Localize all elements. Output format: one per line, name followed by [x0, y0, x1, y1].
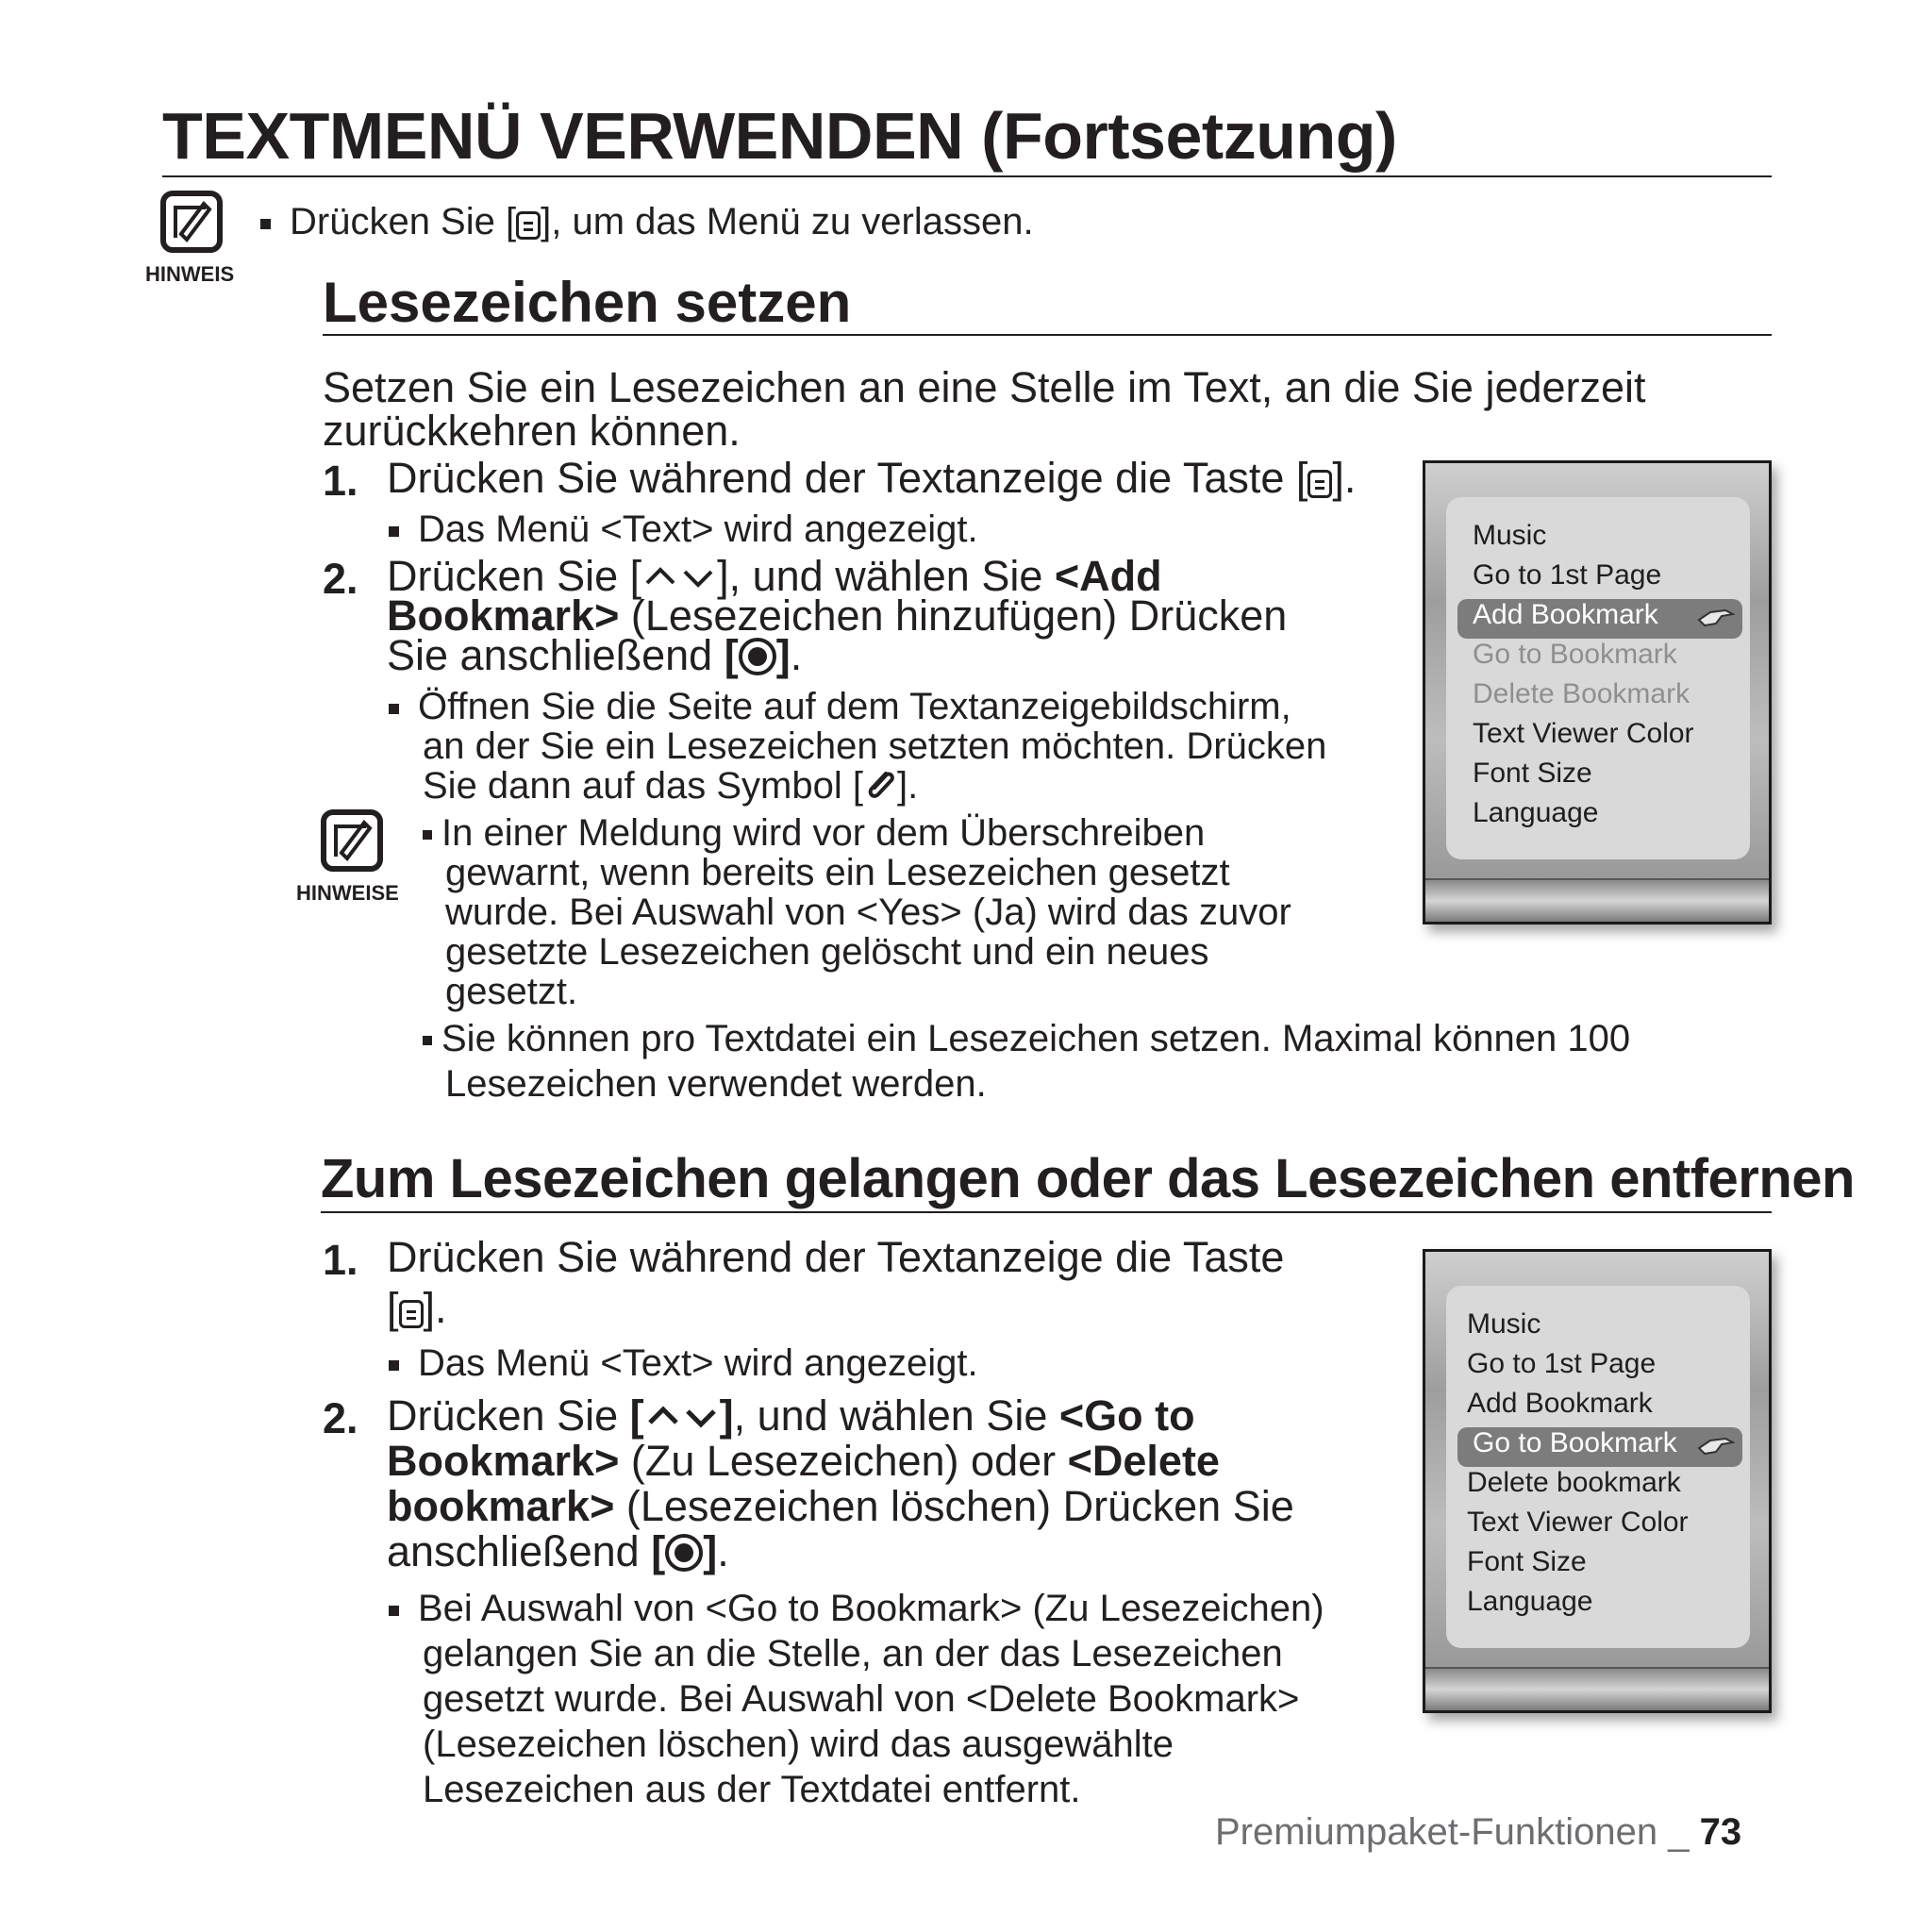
page-title: TEXTMENÜ VERWENDEN (Fortsetzung): [162, 99, 1397, 173]
note-text: wurde. Bei Auswahl von <Yes> (Ja) wird das zuvor: [445, 891, 1291, 933]
bookmark-clip-icon: [863, 768, 897, 804]
step-sub-text: (Lesezeichen löschen) wird das ausgewählte: [423, 1724, 1174, 1765]
menu-key-icon: [399, 1300, 424, 1328]
hand-pointer-icon: [1697, 605, 1735, 629]
intro-line-1: Setzen Sie ein Lesezeichen an eine Stelle im Text, an die Sie jederzeit: [323, 363, 1646, 411]
menu-item: Delete Bookmark: [1473, 678, 1690, 709]
menu-item: Font Size: [1467, 1546, 1587, 1577]
note-text: Sie können pro Textdatei ein Lesezeichen setzen. Maximal können 100: [423, 1019, 1630, 1058]
page-number: 73: [1699, 1811, 1742, 1853]
step-text-line-2: Bookmark> (Lesezeichen hinzufügen) Drücken: [387, 591, 1288, 640]
menu-item: Language: [1473, 797, 1599, 828]
step-sub-text: gesetzt wurde. Bei Auswahl von <Delete Bookmark>: [423, 1678, 1300, 1720]
menu-key-icon: [1307, 470, 1332, 498]
step-text-line-1: Drücken Sie [ ], und wählen Sie <Go to: [387, 1391, 1195, 1440]
note-label: HINWEIS: [145, 262, 235, 286]
menu-panel: [1446, 1286, 1750, 1648]
top-note-text: Drücken Sie [ ], um das Menü zu verlassen.: [260, 200, 1034, 243]
step-sub-text: Bei Auswahl von <Go to Bookmark> (Zu Lesezeichen): [389, 1589, 1324, 1628]
step-sub-text: Öffnen Sie die Seite auf dem Textanzeigebildschirm,: [389, 687, 1291, 726]
step-number: 1.: [323, 457, 358, 505]
menu-item: Music: [1473, 520, 1547, 551]
menu-panel: [1446, 497, 1750, 859]
up-down-key-icon: [641, 562, 717, 594]
step-sub-text: Das Menü <Text> wird angezeigt.: [389, 1343, 978, 1383]
note-icon: [160, 191, 223, 258]
intro-line-2: zurückkehren können.: [323, 407, 741, 455]
note-text: In einer Meldung wird vor dem Überschreiben: [423, 813, 1205, 853]
menu-item: Language: [1467, 1586, 1593, 1617]
select-button-icon: [665, 1534, 703, 1572]
menu-item: Go to Bookmark: [1473, 639, 1677, 670]
note-text: gesetzte Lesezeichen gelöscht und ein neues: [445, 931, 1209, 973]
device-screenshot: [1423, 460, 1772, 924]
menu-item: Text Viewer Color: [1467, 1507, 1689, 1538]
step-text: Drücken Sie während der Textanzeige die Taste [ ].: [387, 454, 1357, 502]
step-text-line-3: bookmark> (Lesezeichen löschen) Drücken Sie: [387, 1482, 1294, 1530]
step-text-line-3: Sie anschließend [ ].: [387, 631, 803, 679]
menu-item: Font Size: [1473, 758, 1592, 789]
step-sub-text: an der Sie ein Lesezeichen setzten möchten. Drücken: [423, 725, 1327, 767]
note-text: gewarnt, wenn bereits ein Lesezeichen gesetzt: [445, 852, 1230, 893]
step-text-line-4: anschließend [ ].: [387, 1527, 729, 1575]
menu-item-selected: Go to Bookmark: [1457, 1427, 1742, 1467]
menu-item: Add Bookmark: [1467, 1388, 1653, 1419]
section-title-go-to-bookmark: Zum Lesezeichen gelangen oder das Lesezeichen entfernen: [321, 1148, 1855, 1209]
step-text: Drücken Sie während der Textanzeige die Taste: [387, 1233, 1285, 1281]
hand-pointer-icon: [1697, 1433, 1735, 1457]
menu-item: Go to 1st Page: [1467, 1348, 1657, 1379]
step-sub-text: Sie dann auf das Symbol [ ].: [423, 765, 919, 807]
note-text: gesetzt.: [445, 971, 578, 1012]
menu-item: Delete bookmark: [1467, 1467, 1681, 1498]
menu-key-icon: [516, 211, 541, 240]
menu-item: Music: [1467, 1308, 1541, 1340]
title-rule: [162, 175, 1772, 177]
device-screenshot: [1423, 1249, 1772, 1713]
select-button-icon: [739, 638, 776, 675]
note-icon: [321, 809, 383, 876]
section-rule: [321, 1211, 1772, 1213]
menu-item: Text Viewer Color: [1473, 718, 1694, 749]
note-text: Lesezeichen verwendet werden.: [445, 1063, 987, 1105]
up-down-key-icon: [644, 1402, 720, 1434]
step-sub-text: gelangen Sie an die Stelle, an der das Lesezeichen: [423, 1633, 1283, 1674]
step-number: 2.: [323, 1394, 358, 1442]
menu-item-selected: Add Bookmark: [1457, 599, 1742, 639]
step-text-line-1: Drücken Sie [ ], und wählen Sie <Add: [387, 552, 1162, 600]
section-title-set-bookmark: Lesezeichen setzen: [323, 271, 852, 334]
menu-item: Go to 1st Page: [1473, 559, 1662, 591]
section-rule: [323, 334, 1772, 336]
step-number: 1.: [323, 1236, 358, 1284]
step-sub-text: Lesezeichen aus der Textdatei entfernt.: [423, 1769, 1081, 1810]
step-sub-text: Das Menü <Text> wird angezeigt.: [389, 509, 978, 549]
step-text-line-2: Bookmark> (Zu Lesezeichen) oder <Delete: [387, 1437, 1220, 1485]
step-text: [ ].: [387, 1284, 447, 1332]
note-label: HINWEISE: [296, 881, 399, 905]
step-number: 2.: [323, 555, 358, 603]
page-footer: Premiumpaket-Funktionen _ 73: [1215, 1811, 1742, 1853]
